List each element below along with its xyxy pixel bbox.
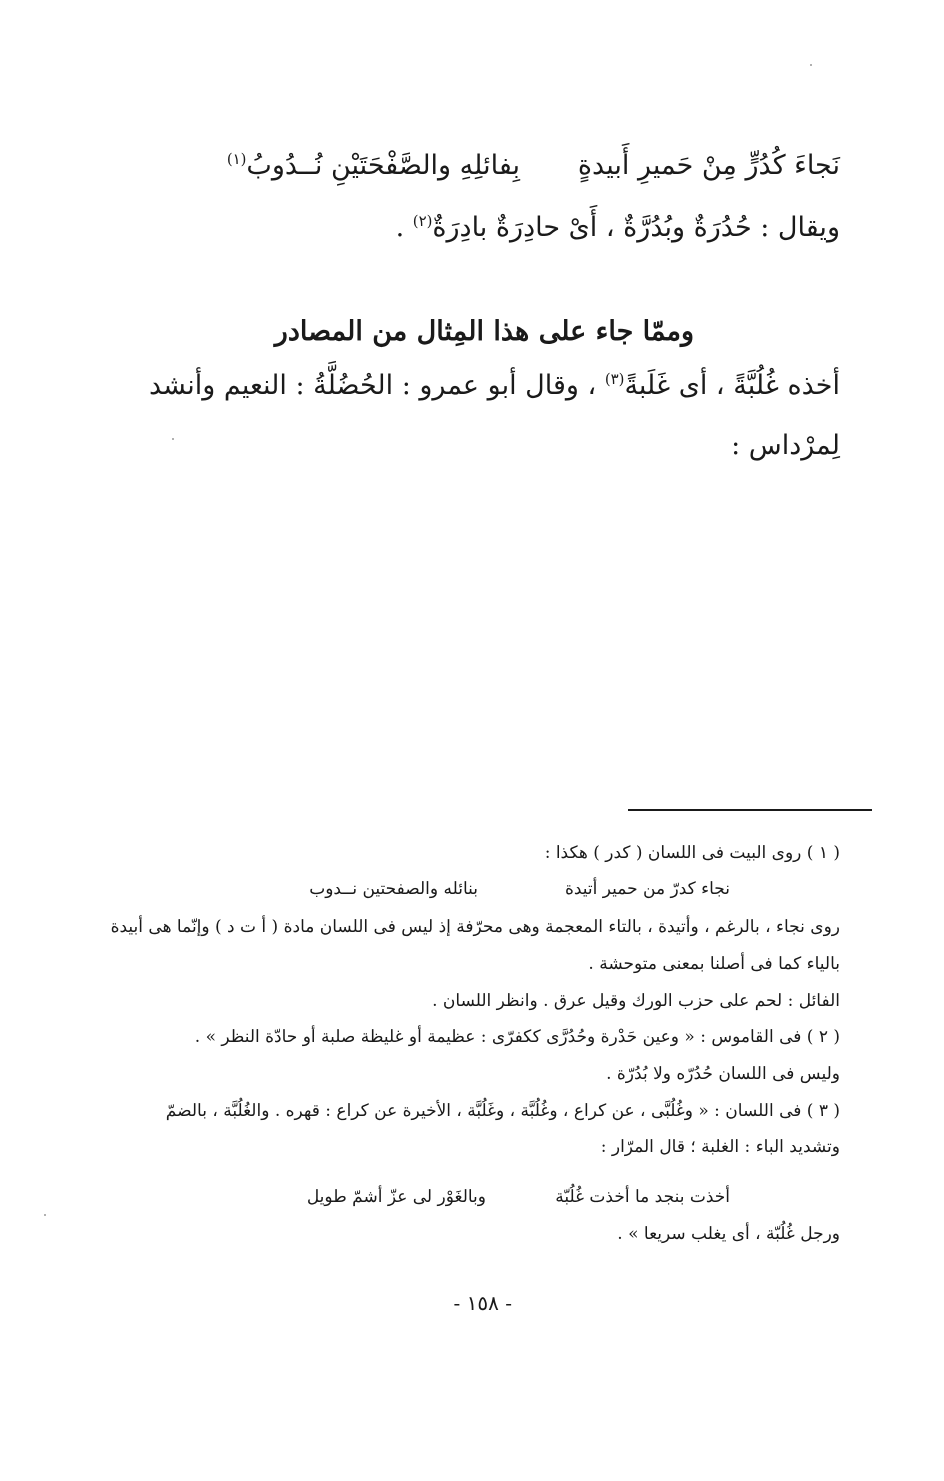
- footnote-mark-3[interactable]: (٣): [604, 370, 625, 388]
- verse-1-hemistich-1: نَجاءَ كُدُرٍّ مِنْ حَميرِ أَبيدةٍ: [577, 150, 840, 181]
- footnote-3-verse-h2: وبالغَوْر لى عزّ أشمّ طويل: [306, 1187, 486, 1207]
- paragraph-1: ويقال : حُدُرَةٌ وبُدُرَّةٌ ، أَىْ حادِرَةٌ بادِرَةٌ$^{(٢)}$ .: [395, 212, 840, 243]
- footnote-1-intro: ( ١ ) روى البيت فى اللسان ( كدر ) هكذا :: [544, 843, 840, 863]
- footnote-3-verse-h1: أخذت بنجد ما أخذت غُلُبّة: [555, 1187, 730, 1207]
- footnote-1-verse-h2: بنائله والصفحتين نــدوب: [309, 879, 478, 899]
- footnote-1-line-2: بالياء كما فى أصلنا بمعنى متوحشة .: [588, 954, 840, 974]
- footnote-2-line-2: وليس فى اللسان حُدُرّه ولا بُدُرّة .: [606, 1064, 840, 1084]
- footnote-separator: [628, 809, 872, 811]
- scan-speck: [44, 1214, 46, 1216]
- footnote-3-line-3: ورجل غُلُبّة ، أى يغلب سريعا » .: [617, 1224, 840, 1244]
- paragraph-2-line-1: أخذه غُلُبَّةً ، أى غَلَبةً$^{(٣)}$ ، وقال أبو عمرو : الحُضُلَّةُ : النعيم وأنشد: [148, 370, 840, 401]
- footnote-2-line-1: ( ٢ ) فى القاموس : « وعين حَدْرة وحُدُرَّى ككفرّى : عظيمة أو غليظة صلبة أو حادّة النظر » .: [194, 1027, 840, 1047]
- section-heading: وممّا جاء على هذا المِثال من المصادر: [274, 316, 694, 347]
- scan-speck: [172, 438, 174, 440]
- paragraph-2-line-2: لِمرْداس :: [731, 430, 840, 461]
- footnote-mark-1[interactable]: (١): [226, 150, 247, 168]
- scan-speck: [810, 64, 812, 66]
- footnote-mark-2[interactable]: (٢): [412, 212, 433, 230]
- verse-1-hemistich-2: بِفائلِهِ والصَّفْحَتَيْنِ نُــدُوبُ$^{(١)}$: [226, 150, 520, 181]
- page-number: - ١٥٨ -: [453, 1291, 512, 1315]
- footnote-1-line-1: روى نجاء ، بالرغم ، وأتيدة ، بالتاء المعجمة وهى محرّفة إذ ليس فى اللسان مادة ( أ ت د ) وإنّما هى أبيدة: [110, 917, 840, 937]
- footnote-1-verse-h1: نجاء كدرّ من حمير أتيدة: [564, 879, 730, 899]
- footnote-3-line-2: وتشديد الباء : الغلبة ؛ قال المرّار :: [600, 1137, 840, 1157]
- footnote-1-line-3: الفائل : لحم على حزب الورك وقيل عرق . وانظر اللسان .: [432, 991, 840, 1011]
- footnote-3-line-1: ( ٣ ) فى اللسان : « وغُلُبَّى ، عن كراع ، وغُلُبَّة ، وغَلُبَّة ، الأخيرة عن كراع : قهره . والغُلُبَّة ، بالضمّ: [165, 1101, 840, 1121]
